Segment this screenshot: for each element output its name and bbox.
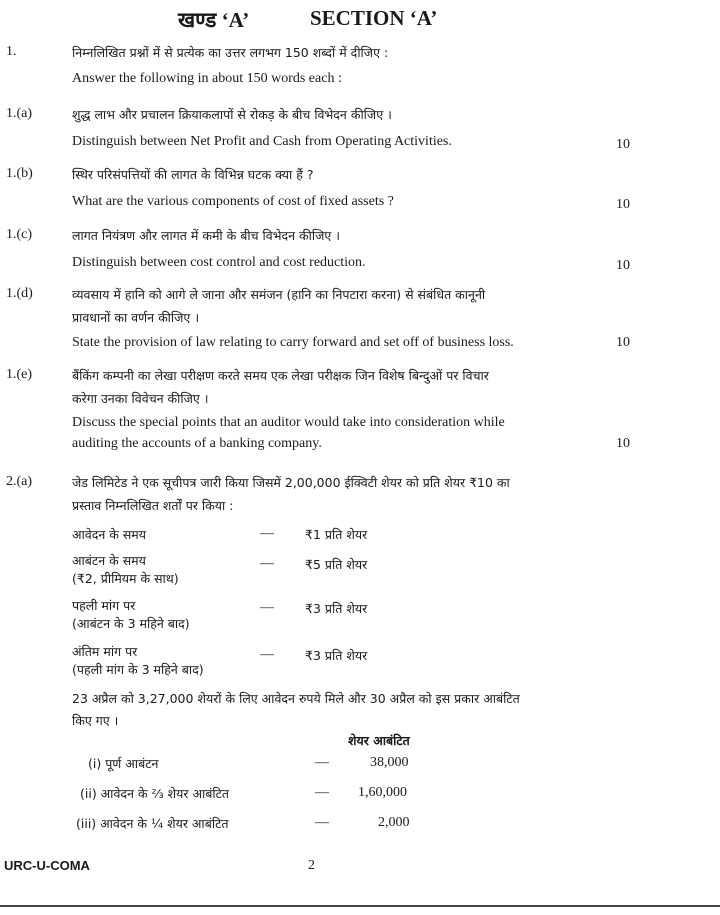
term-label-note: (₹2, प्रीमियम के साथ) [72, 571, 179, 586]
term-label: आबंटन के समय [72, 553, 146, 568]
question-text-hindi: स्थिर परिसंपत्तियों की लागत के विभिन्न घटक क्या हैं ? [72, 167, 314, 182]
dash: — [260, 556, 274, 571]
question-text-english: What are the various components of cost of fixed assets ? [72, 194, 394, 209]
question-text-hindi: शुद्ध लाभ और प्रचालन क्रियाकलापों से रोकड़ के बीच विभेदन कीजिए । [72, 107, 392, 122]
marks: 10 [616, 436, 630, 451]
question-text-hindi: करेगा उनका विवेचन कीजिए । [72, 391, 209, 406]
question-number: 2.(a) [6, 474, 33, 489]
dash: — [260, 526, 274, 541]
paragraph-text: किए गए । [72, 713, 119, 728]
question-text-english: Distinguish between cost control and cost reduction. [72, 255, 366, 270]
paper-code: URC-U-COMA [4, 858, 90, 873]
dash: — [315, 785, 329, 800]
question-number: 1.(a) [6, 106, 33, 121]
question-text-english: Answer the following in about 150 words each : [72, 71, 342, 86]
marks: 10 [616, 258, 630, 273]
dash: — [260, 600, 274, 615]
dash: — [260, 647, 274, 662]
paragraph-text: 23 अप्रैल को 3,27,000 शेयरों के लिए आवेदन रुपये मिले और 30 अप्रैल को इस प्रकार आबंटित [72, 691, 520, 706]
allotment-header: शेयर आबंटित [348, 733, 410, 748]
question-number: 1. [6, 44, 17, 59]
allotment-label: (i) पूर्ण आबंटन [88, 756, 159, 771]
allotment-value: 38,000 [370, 755, 409, 770]
allotment-label: (ii) आवेदन के ⅔ शेयर आबंटित [80, 786, 230, 801]
question-text-english: Distinguish between Net Profit and Cash from Operating Activities. [72, 134, 452, 149]
question-number: 1.(e) [6, 367, 33, 382]
question-text-hindi: प्रस्ताव निम्नलिखित शर्तों पर किया : [72, 498, 234, 513]
question-text-hindi: निम्नलिखित प्रश्नों में से प्रत्येक का उत्तर लगभग 150 शब्दों में दीजिए : [72, 45, 389, 60]
question-text-hindi: जेड लिमिटेड ने एक सूचीपत्र जारी किया जिसमें 2,00,000 ईक्विटी शेयर को प्रति शेयर ₹10 का [72, 475, 510, 490]
term-amount: ₹5 प्रति शेयर [305, 557, 368, 572]
term-label-note: (आबंटन के 3 महिने बाद) [72, 616, 190, 631]
term-amount: ₹1 प्रति शेयर [305, 527, 368, 542]
term-label: आवेदन के समय [72, 527, 147, 542]
question-text-hindi: लागत नियंत्रण और लागत में कमी के बीच विभेदन कीजिए । [72, 228, 340, 243]
allotment-label: (iii) आवेदन के ¼ शेयर आबंटित [76, 816, 229, 831]
question-number: 1.(b) [6, 166, 33, 181]
term-amount: ₹3 प्रति शेयर [305, 601, 368, 616]
section-title-english: SECTION ‘A’ [310, 6, 438, 30]
question-text-hindi: बैंकिंग कम्पनी का लेखा परीक्षण करते समय एक लेखा परीक्षक जिन विशेष बिन्दुओं पर विचार [72, 368, 489, 383]
dash: — [315, 755, 329, 770]
term-label: पहली मांग पर [72, 598, 136, 613]
marks: 10 [616, 137, 630, 152]
question-text-english: State the provision of law relating to carry forward and set off of business loss. [72, 335, 514, 350]
bottom-rule [0, 905, 720, 907]
term-label: अंतिम मांग पर [72, 644, 138, 659]
question-number: 1.(d) [6, 286, 33, 301]
allotment-value: 2,000 [378, 815, 410, 830]
question-text-hindi: व्यवसाय में हानि को आगे ले जाना और समंजन (हानि का निपटारा करना) से संबंधित कानूनी [72, 287, 486, 302]
marks: 10 [616, 335, 630, 350]
dash: — [315, 815, 329, 830]
question-number: 1.(c) [6, 227, 33, 242]
allotment-value: 1,60,000 [358, 785, 407, 800]
term-label-note: (पहली मांग के 3 महिने बाद) [72, 662, 204, 677]
question-text-english: auditing the accounts of a banking company. [72, 436, 322, 451]
page-number: 2 [308, 858, 315, 873]
question-text-hindi: प्रावधानों का वर्णन कीजिए । [72, 310, 200, 325]
marks: 10 [616, 197, 630, 212]
section-title-hindi: खण्ड ‘A’ [178, 8, 250, 32]
question-text-english: Discuss the special points that an auditor would take into consideration while [72, 415, 505, 430]
term-amount: ₹3 प्रति शेयर [305, 648, 368, 663]
